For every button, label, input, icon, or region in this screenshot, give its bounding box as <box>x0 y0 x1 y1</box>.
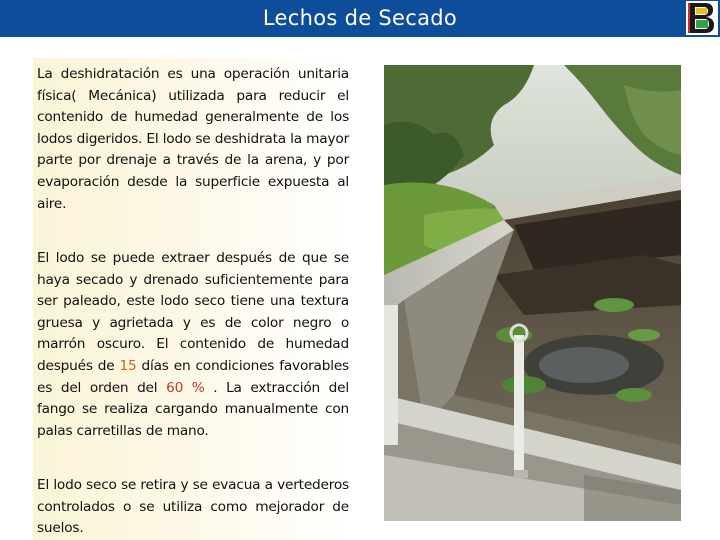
days-value: 15 <box>119 357 137 374</box>
page-title: Lechos de Secado <box>262 6 458 30</box>
paragraph-extraccion-part-a: El lodo se puede extraer después de que se haya secado y drenado suficientemente para ser paleado, este lodo seco tiene una textura gruesa y agrietada y es de color negro o marrón oscuro. El contenido de humedad después de <box>37 250 349 374</box>
logo-icon <box>686 1 718 35</box>
drying-bed-photo <box>384 65 681 521</box>
paragraph-extraccion-part-b: días en condiciones favorables es del orden del <box>37 357 349 396</box>
paragraph-deshidratacion: La deshidratación es una operación unitaria física( Mecánica) utilizada para reducir el contenido de humedad generalmente de los lodos digeridos. El lodo se deshidrata la mayor parte por drenaje a través de la arena, y por evaporación desde la superficie expuesta al aire. <box>37 66 349 212</box>
paragraph-extraccion-part-c: . La extracción del fango se realiza cargando manualmente con palas carretillas de mano. <box>37 379 349 439</box>
percent-value: 60 % <box>166 379 205 396</box>
paragraph-disposicion: El lodo seco se retira y se evacua a vertederos controlados o se utiliza como mejorador de suelos. <box>37 477 349 537</box>
paragraph-extraccion <box>37 248 349 442</box>
